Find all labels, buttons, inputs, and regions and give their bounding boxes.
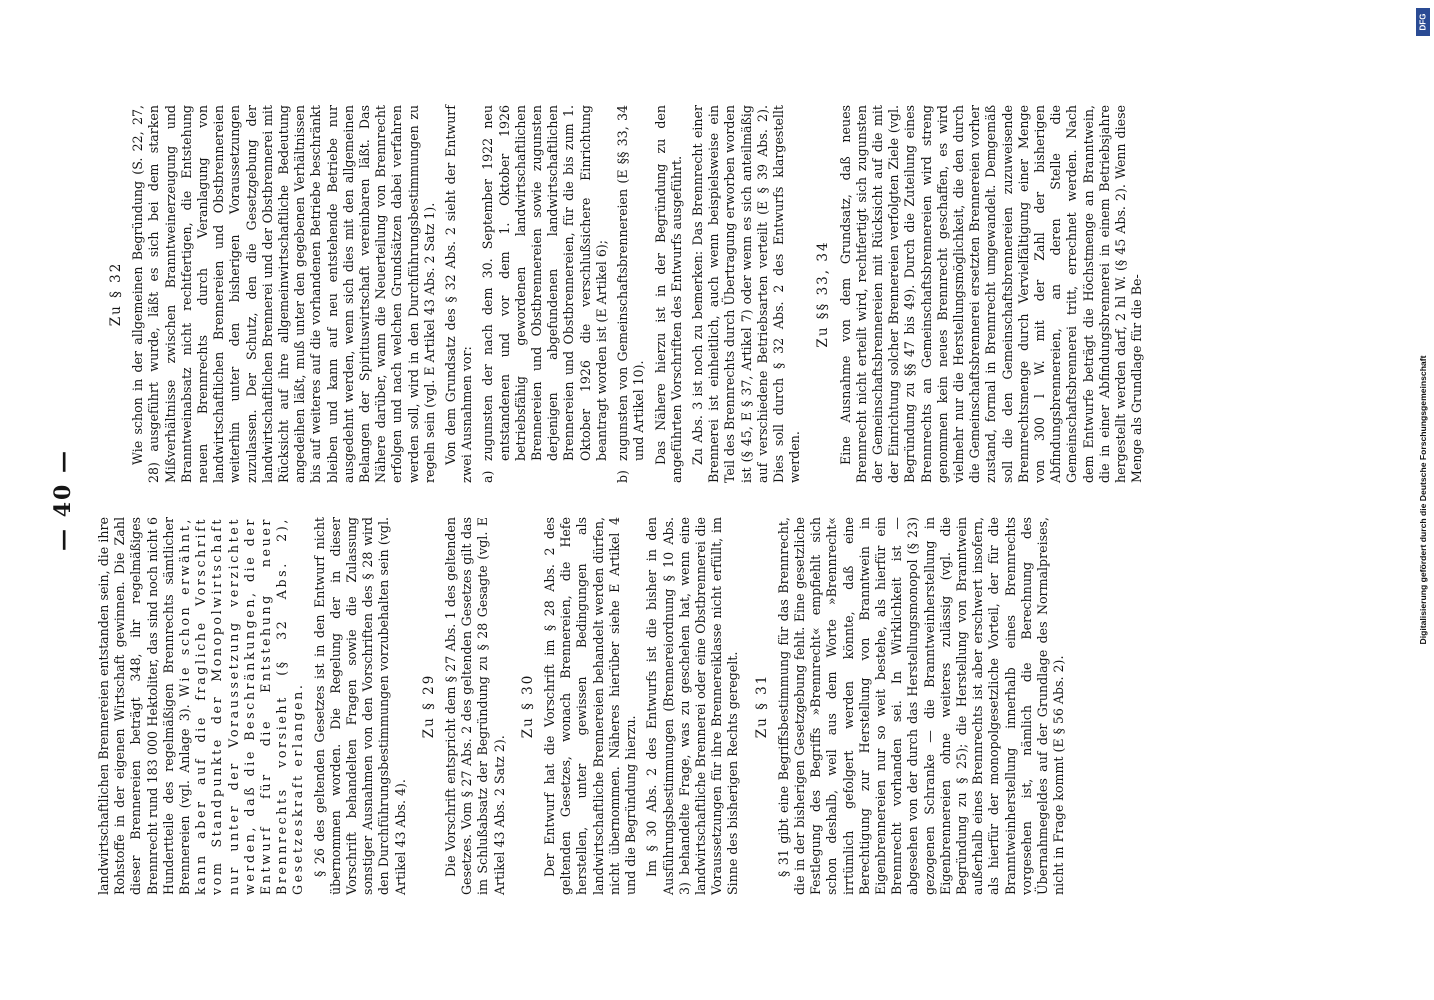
- paragraph: Das Nähere hierzu ist in der Begründung zu den angeführten Vorschriften des Entwurfs ausgeführt.: [652, 105, 684, 483]
- digitization-credit: [1412, 10, 1434, 990]
- section-heading-31: Zu § 31: [753, 673, 770, 739]
- spaced-emphasis-text: Wie schon erwähnt, kann aber auf die fragliche Vorschrift vom Standpunkte der Monopolwirtschaft nur unter der Voraussetzung verzichtet werden, daß die Beschränkungen, die der Entwurf für die Entstehung neuer Brennrechts vorsieht (§ 32 Abs. 2), Gesetzeskraft erlangen.: [177, 517, 306, 895]
- section-heading-33-34: Zu §§ 33, 34: [815, 240, 832, 348]
- paragraph: Von dem Grundsatz des § 32 Abs. 2 sieht der Entwurf zwei Ausnahmen vor:: [443, 105, 475, 483]
- paragraph: § 26 des geltenden Gesetzes ist in den Entwurf nicht übernommen worden. Die Regelung der in dieser Vorschrift behandelten Fragen sowie die Zulassung sonstiger Ausnahmen von den Vorschriften des § 28 wird den Durchführungsbestimmungen vorzubehalten sein (vgl. Artikel 43 Abs. 4).: [311, 517, 408, 895]
- section-heading-29: Zu § 29: [420, 673, 437, 739]
- dfg-logo-text: DFG: [1418, 13, 1428, 31]
- list-item-b: [615, 105, 647, 483]
- digitization-credit-text: Digitalisierung gefördert durch die Deutsche Forschungsgemeinschaft: [1418, 355, 1428, 645]
- right-column: [96, 105, 1150, 483]
- left-column: [96, 517, 1072, 895]
- paragraph: Wie schon in der allgemeinen Begründung (S. 22, 27, 28) ausgeführt wurde, läßt es sich bei dem starken Mißverhältnisse zwischen Branntweinerzeugung und Branntweinabsatz nicht rechtfertigen, die Entstehung neuen Brennrechts durch Veranlagung von landwirtschaftlichen Brennereien und Obstbrennereien weiterhin unter den bisherigen Voraussetzungen zuzulassen. Der Schutz, den die Gesetzgebung der landwirtschaftlichen Brennerei und der Obstbrennerei mit Rücksicht auf ihre allgemeinwirtschaftliche Bedeutung angedeihen läßt, muß unter den gegebenen Verhältnissen bis auf weiteres auf die vorhandenen Betriebe beschränkt bleiben und kann auf neu entstehende Betriebe nur ausgedehnt werden, wenn sich dies mit den allgemeinen Belangen der Spirituswirtschaft vereinbaren läßt. Das Nähere darüber, wann die Neuerteilung von Brennrecht erfolgen und nach welchen Grundsätzen dabei verfahren werden soll, wird in den Durchführungsbestimmungen zu regeln sein (vgl. E Artikel 43 Abs. 2 Satz 1).: [130, 105, 437, 483]
- paragraph: Die Vorschrift entspricht dem § 27 Abs. 1 des geltenden Gesetzes. Vom § 27 Abs. 2 des geltenden Gesetzes gilt das im Schlußabsatz der Begründung zu § 28 Gesagte (vgl. E Artikel 43 Abs. 2 Satz 2).: [443, 517, 507, 895]
- list-item-a: [480, 105, 610, 483]
- paragraph-text: landwirtschaftlichen Brennereien entstanden sein, die ihre Rohstoffe in der eigenen Wirtschaft gewinnen. Die Zahl dieser Brennereien beträgt 348, ihr regelmäßiges Brennrecht rund 183 000 Hektoliter, das sind noch nicht 6 Hundertteile des regelmäßigen Brennrechts sämtlicher Brennereien (vgl. Anlage 3).: [96, 517, 193, 895]
- paragraph: Eine Ausnahme von dem Grundsatz, daß neues Brennrecht nicht erteilt wird, rechtfertigt sich zugunsten der Gemeinschaftsbrennereien mit Rücksicht auf die mit der Einrichtung solcher Brennereien verfolgten Ziele (vgl. Begründung zu §§ 47 bis 49). Durch die Zuteilung eines Brennrechts an Gemeinschaftsbrennereien wird streng genommen kein neues Brennrecht geschaffen, es wird vielmehr nur die Herstellungsmöglichkeit, die den durch die Gemeinschaftsbrennerei ersetzten Brennereien vorher zustand, formal in Brennrecht umgewandelt. Demgemäß soll die den Gemeinschaftsbrennereien zuzuweisende Brennrechtsmenge durch Vervielfältigung einer Menge von 300 l W. mit der Zahl der bisherigen Abfindungsbrennereien, an deren Stelle die Gemeinschaftsbrennerei tritt, errechnet werden. Nach dem Entwurfe beträgt die Höchstmenge an Branntwein, die in einer Abfindungsbrennerei in einem Betriebsjahre hergestellt werden darf, 2 hl W. (§ 45 Abs. 2). Wenn diese Menge als Grundlage für die Be-: [837, 105, 1145, 483]
- list-text: zugunsten von Gemeinschaftsbrennereien (E §§ 33, 34 und Artikel 10).: [615, 105, 647, 461]
- page-number: — 40 —: [50, 449, 76, 551]
- paragraph: Der Entwurf hat die Vorschrift im § 28 Abs. 2 des geltenden Gesetzes, wonach Brennereien, die Hefe herstellen, unter gewissen Bedingungen als landwirtschaftliche Brennereien behandelt werden dürfen, nicht übernommen. Näheres hierüber siehe E Artikel 4 und die Begründung hierzu.: [542, 517, 639, 895]
- section-heading-32: Zu § 32: [108, 261, 124, 327]
- paragraph: [96, 517, 307, 895]
- paragraph: Zu Abs. 3 ist noch zu bemerken: Das Brennrecht einer Brennerei ist einheitlich, auch wenn beispielsweise ein Teil des Brennrechts durch Übertragung erworben worden ist (§ 45, E § 37, Artikel 7) oder wenn es sich anteilmäßig auf verschiedene Betriebsarten verteilt (E § 39 Abs. 2). Dies soll durch § 32 Abs. 2 des Entwurfs klargestellt werden.: [689, 105, 803, 483]
- paragraph: § 31 gibt eine Begriffsbestimmung für das Brennrecht, die in der bisherigen Gesetzgebung fehlt. Eine gesetzliche Festlegung des Begriffs »Brennrecht« empfiehlt sich schon deshalb, weil aus dem Worte »Brennrecht« irrtümlich gefolgert werden könnte, daß eine Berechtigung zur Herstellung von Branntwein in Eigenbrennereien nur so weit bestehe, als hierfür ein Brennrecht vorhanden sei. In Wirklichkeit ist — abgesehen von der durch das Herstellungsmonopol (§ 23) gezogenen Schranke — die Branntweinherstellung in Eigenbrennereien ohne weiteres zulässig (vgl. die Begründung zu § 25); die Herstellung von Branntwein außerhalb eines Brennrechts ist aber erschwert insofern, als hierfür der monopolgesetzliche Vorteil, der für die Branntweinherstellung innerhalb eines Brennrechts vorgesehen ist, nämlich die Berechnung des Übernahmegeldes auf der Grundlage des Normalpreises, nicht in Frage kommt (E § 56 Abs. 2).: [775, 517, 1067, 895]
- paragraph: Im § 30 Abs. 2 des Entwurfs ist die bisher in den Ausführungsbestimmungen (Brennereiordnung § 10 Abs. 3) behandelte Frage, was zu geschehen hat, wenn eine landwirtschaftliche Brennerei oder eine Obstbrennerei die Voraussetzungen für ihre Brennereiklasse nicht erfüllt, im Sinne des bisherigen Rechts geregelt.: [644, 517, 741, 895]
- list-label: b): [615, 470, 631, 483]
- list-label: a): [480, 470, 496, 483]
- list-text: zugunsten der nach dem 30. September 1922 neu entstandenen und vor dem 1. Oktober 1926 betriebsfähig gewordenen landwirtschaftlichen Brennereien und Obstbrennereien sowie zugunsten derjenigen abgefundenen landwirtschaftlichen Brennereien und Obstbrennereien, für die bis zum 1. Oktober 1926 die verschlußsichere Einrichtung beantragt worden ist (E Artikel 6);: [480, 105, 609, 461]
- section-heading-30: Zu § 30: [519, 673, 536, 739]
